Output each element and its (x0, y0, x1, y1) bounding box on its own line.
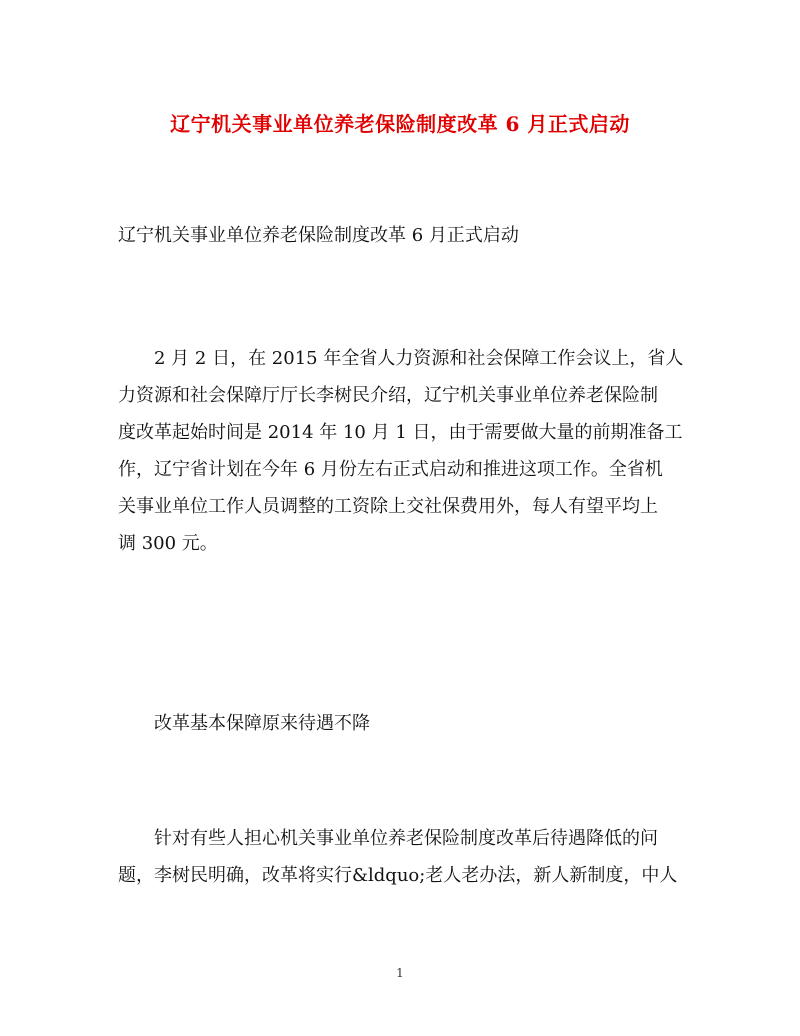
paragraph-line: 题，李树民明确，改革将实行&ldquo;老人老办法，新人新制度，中人 (118, 865, 678, 886)
document-title: 辽宁机关事业单位养老保险制度改革 6 月正式启动 (170, 112, 630, 136)
paragraph-intro (118, 340, 682, 562)
paragraph-line: 度改革起始时间是 2014 年 10 月 1 日，由于需要做大量的前期准备工 (118, 422, 683, 443)
document-subtitle: 辽宁机关事业单位养老保险制度改革 6 月正式启动 (118, 225, 519, 246)
paragraph-policy (118, 820, 682, 894)
paragraph-line: 作，辽宁省计划在今年 6 月份左右正式启动和推进这项工作。全省机 (118, 459, 663, 480)
paragraph-line: 力资源和社会保障厅厅长李树民介绍，辽宁机关事业单位养老保险制 (118, 385, 658, 406)
paragraph-line: 调 300 元。 (118, 533, 218, 554)
paragraph-line: 关事业单位工作人员调整的工资除上交社保费用外，每人有望平均上 (118, 496, 658, 517)
page-number: 1 (396, 966, 404, 980)
paragraph-line: 2 月 2 日，在 2015 年全省人力资源和社会保障工作会议上，省人 (118, 348, 684, 369)
paragraph-line: 针对有些人担心机关事业单位养老保险制度改革后待遇降低的问 (118, 828, 658, 849)
section-heading: 改革基本保障原来待遇不降 (154, 713, 370, 734)
